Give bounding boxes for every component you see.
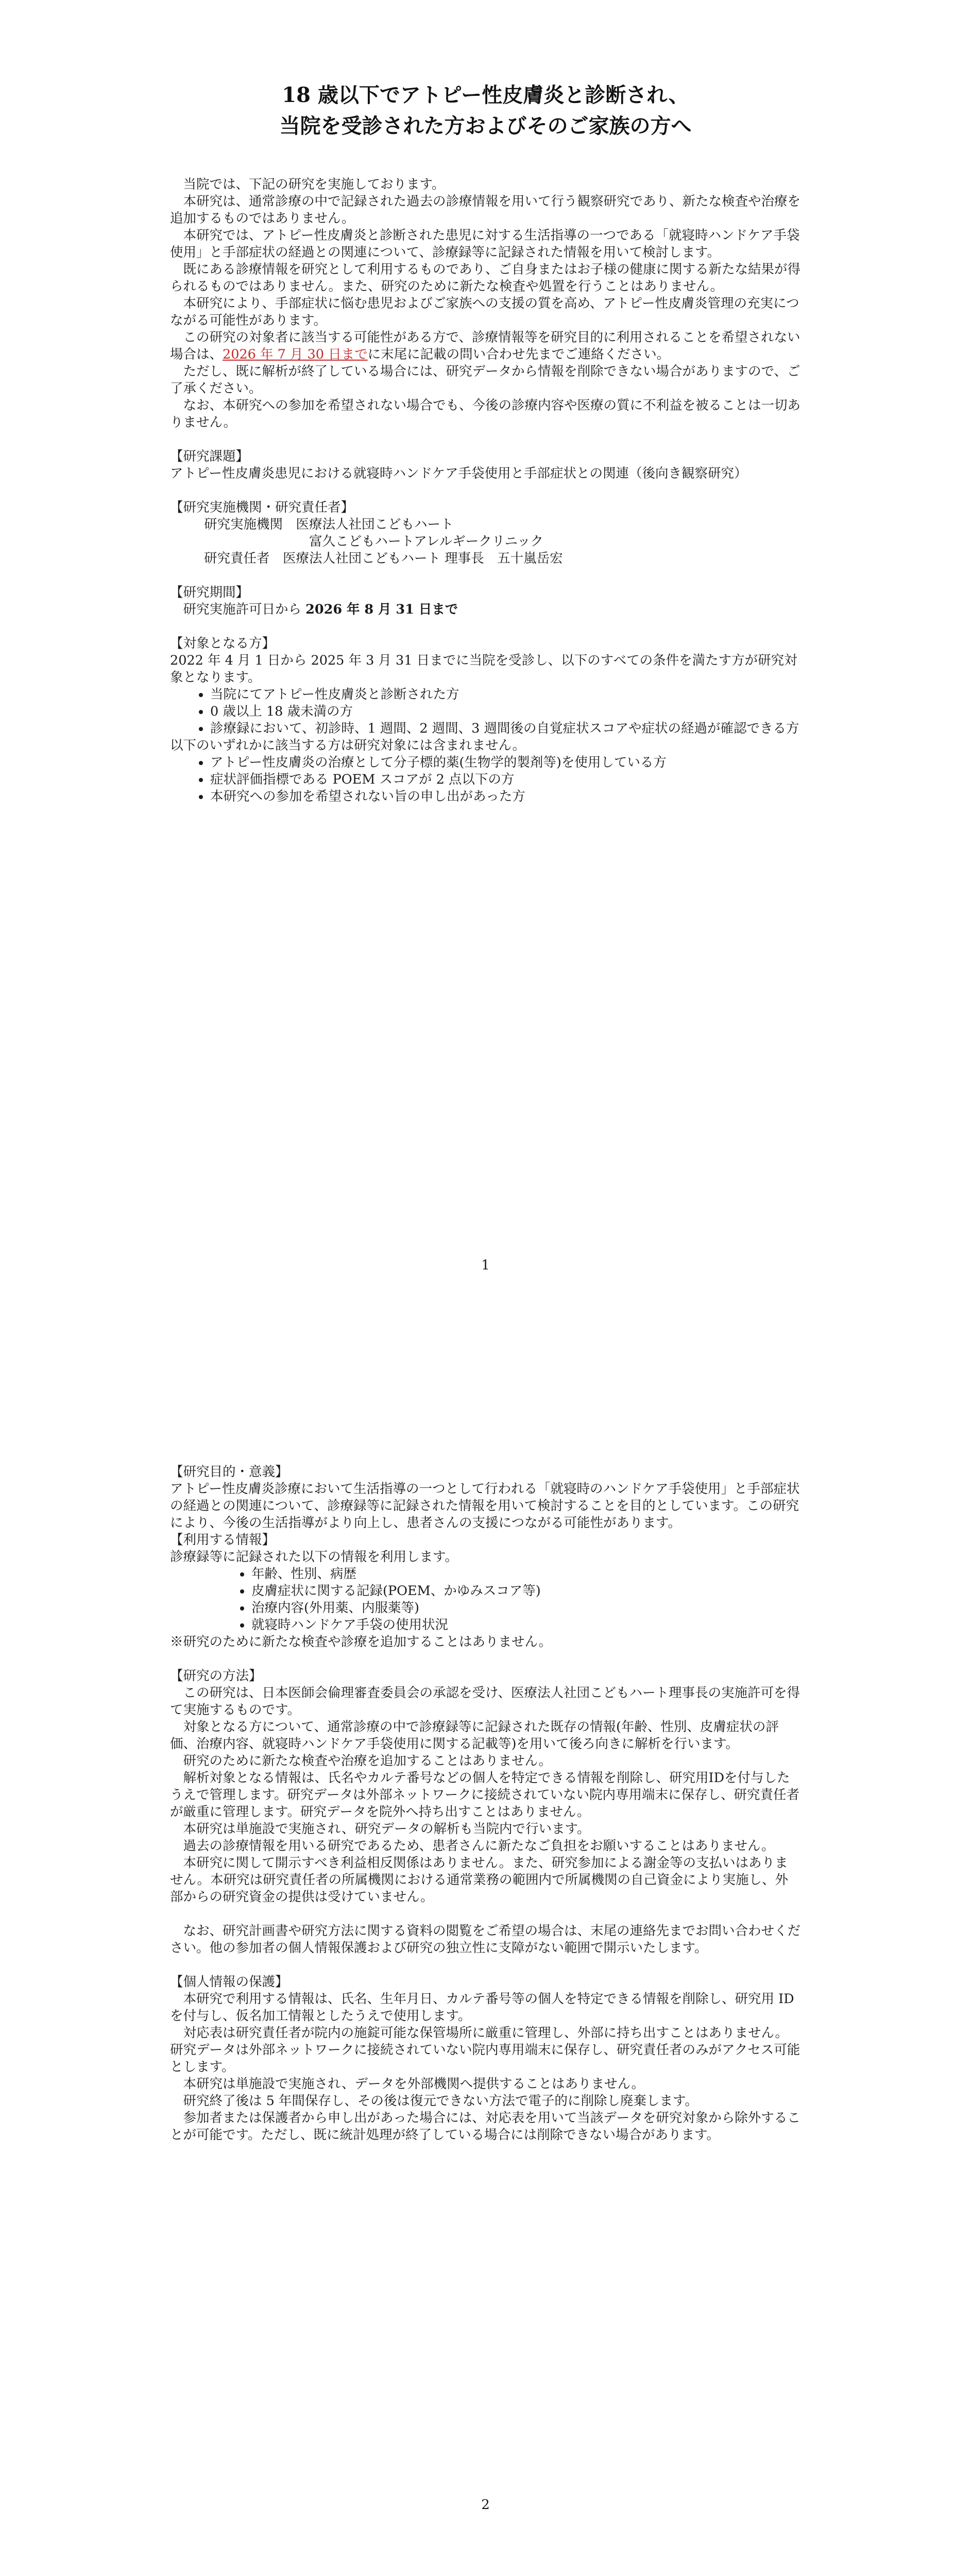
list-item: • 皮膚症状に関する記録(POEM、かゆみスコア等) [251, 1583, 801, 1600]
privacy-paragraph: 本研究で利用する情報は、氏名、生年月日、カルテ番号等の個人を特定できる情報を削除し、研究用 ID を付与し、仮名加工情報としたうえで使用します。 [170, 1991, 794, 2024]
section-heading-org: 【研究実施機関・研究責任者】 [170, 500, 354, 515]
document-title [170, 80, 801, 142]
opt-out-deadline: 2026 年 7 月 30 日まで [223, 347, 368, 362]
research-subject: アトピー性皮膚炎患児における就寝時ハンドケア手袋使用と手部症状との関連（後向き観察研究） [170, 466, 747, 481]
page-number: 2 [481, 2497, 490, 2513]
list-item: • 就寝時ハンドケア手袋の使用状況 [251, 1617, 801, 1634]
period-end-date: 2026 年 8 月 31 日まで [305, 602, 458, 617]
info-list [170, 1566, 801, 1634]
list-item: • 診療録において、初診時、1 週間、2 週間、3 週間後の自覚症状スコアや症状の経過が確認できる方 [210, 720, 801, 737]
list-item: • アトピー性皮膚炎の治療として分子標的薬(生物学的製剤等)を使用している方 [210, 754, 801, 771]
responsible-label: 研究責任者 [204, 551, 270, 566]
opt-out-paragraph [170, 329, 801, 363]
method-paragraph: 研究のために新たな検査や治療を追加することはありません。 [183, 1753, 552, 1769]
opt-out-text: この研究の対象者に該当する可能性がある方で、診療情報等を研究目的に利用されることを希望されない場合は、 [170, 330, 800, 362]
target-lead: 2022 年 4 月 1 日から 2025 年 3 月 31 日までに当院を受診し、以下のすべての条件を満たす方が研究対象となります。 [170, 653, 797, 685]
intro-paragraph: 本研究は、通常診療の中で記録された過去の診療情報を用いて行う観察研究であり、新たな検査や治療を追加するものではありません。 [170, 194, 801, 226]
page-number: 1 [481, 1258, 490, 1273]
responsible-value: 医療法人社団こどもハート 理事長 五十嵐岳宏 [283, 551, 563, 566]
page-2-content [170, 1464, 801, 2144]
section-heading-subject: 【研究課題】 [170, 449, 249, 464]
research-period [170, 601, 801, 618]
info-lead: 診療録等に記録された以下の情報を利用します。 [170, 1549, 458, 1565]
method-paragraph: 対象となる方について、通常診療の中で診療録等に記録された既存の情報(年齢、性別、皮膚症状の評価、治療内容、就寝時ハンドケア手袋使用に関する記載等)を用いて後ろ向きに解析を行います。 [170, 1719, 779, 1752]
section-heading-period: 【研究期間】 [170, 585, 249, 600]
method-paragraph: 本研究は単施設で実施され、研究データの解析も当院内で行います。 [183, 1821, 590, 1837]
closing-paragraph: なお、本研究への参加を希望されない場合でも、今後の診療内容や医療の質に不利益を被ることは一切ありません。 [170, 398, 801, 430]
list-item: • 症状評価指標である POEM スコアが 2 点以下の方 [210, 771, 801, 788]
exclusion-list [170, 754, 801, 805]
intro-paragraph: 本研究では、アトピー性皮膚炎と診断された患児に対する生活指導の一つである「就寝時ハンドケア手袋使用」と手部症状の経過との関連について、診療録等に記録された情報を用いて検討します。 [170, 228, 800, 260]
method-paragraph: この研究は、日本医師会倫理審査委員会の承認を受け、医療法人社団こどもハート理事長の実施許可を得て実施するものです。 [170, 1685, 800, 1718]
institution-value: 医療法人社団こどもハート [296, 517, 454, 532]
section-heading-method: 【研究の方法】 [170, 1668, 262, 1684]
exclusion-lead: 以下のいずれかに該当する方は研究対象には含まれません。 [170, 738, 526, 753]
page-1-content [170, 176, 801, 805]
privacy-paragraph: 本研究は単施設で実施され、データを外部機関へ提供することはありません。 [183, 2076, 645, 2092]
inclusion-list [170, 686, 801, 737]
privacy-paragraph: 参加者または保護者から申し出があった場合には、対応表を用いて当該データを研究対象から除外することが可能です。ただし、既に統計処理が終了している場合には削除できない場合があります。 [170, 2110, 800, 2143]
privacy-paragraph: 対応表は研究責任者が院内の施錠可能な保管場所に厳重に管理し、外部に持ち出すことはありません。研究データは外部ネットワークに接続されていない院内専用端末に保存し、研究責任者のみがアクセス可能とします。 [170, 2025, 800, 2075]
institution-label: 研究実施機関 [204, 517, 283, 532]
title-line-2: 当院を受診された方およびそのご家族の方へ [279, 114, 692, 138]
method-paragraph: 本研究に関して開示すべき利益相反関係はありません。また、研究参加による謝金等の支払いはありません。本研究は研究責任者の所属機関における通常業務の範囲内で所属機関の自己資金により実施し、外部からの研究資金の提供は受けていません。 [170, 1855, 789, 1905]
title-line-1: 18 歳以下でアトピー性皮膚炎と診断され、 [282, 83, 689, 107]
institution-clinic: 富久こどもハートアレルギークリニック [309, 534, 544, 549]
institution-row [170, 516, 801, 533]
method-paragraph: 解析対象となる情報は、氏名やカルテ番号などの個人を特定できる情報を削除し、研究用IDを付与したうえで管理します。研究データは外部ネットワークに接続されていない院内専用端末に保存し、研究責任者が厳重に管理します。研究データを院外へ持ち出すことはありません。 [170, 1770, 799, 1820]
privacy-paragraph: 研究終了後は 5 年間保存し、その後は復元できない方法で電子的に削除し廃棄します。 [183, 2093, 698, 2109]
method-paragraph: 過去の診療情報を用いる研究であるため、患者さんに新たなご負担をお願いすることはありません。 [183, 1838, 775, 1854]
list-item: • 本研究への参加を希望されない旨の申し出があった方 [210, 788, 801, 805]
list-item: • 治療内容(外用薬、内服薬等) [251, 1600, 801, 1617]
section-heading-target: 【対象となる方】 [170, 636, 276, 651]
intro-paragraph: 本研究により、手部症状に悩む患児およびご家族への支援の質を高め、アトピー性皮膚炎管理の充実につながる可能性があります。 [170, 296, 799, 328]
section-heading-purpose: 【研究目的・意義】 [170, 1464, 288, 1480]
page-2 [0, 1374, 971, 2576]
list-item: • 当院にてアトピー性皮膚炎と診断された方 [210, 686, 801, 703]
intro-paragraph: 当院では、下記の研究を実施しております。 [183, 177, 445, 192]
list-item: • 0 歳以上 18 歳未満の方 [210, 703, 801, 720]
list-item: • 年齢、性別、病歴 [251, 1566, 801, 1583]
method-disclosure: なお、研究計画書や研究方法に関する資料の閲覧をご希望の場合は、末尾の連絡先までお問い合わせください。他の参加者の個人情報保護および研究の独立性に支障がない範囲で開示いたします。 [170, 1923, 801, 1956]
purpose-text: アトピー性皮膚炎診療において生活指導の一つとして行われる「就寝時のハンドケア手袋使用」と手部症状の経過との関連について、診療録等に記録された情報を用いて検討することを目的としています。この研究により、今後の生活指導がより向上し、患者さんの支援につながる可能性があります。 [170, 1481, 800, 1531]
intro-paragraph: 既にある診療情報を研究として利用するものであり、ご自身またはお子様の健康に関する新たな結果が得られるものではありません。また、研究のために新たな検査や処置を行うことはありません。 [170, 262, 801, 294]
section-heading-info: 【利用する情報】 [170, 1532, 276, 1548]
period-text: 研究実施許可日から [183, 602, 306, 617]
info-note: ※研究のために新たな検査や診療を追加することはありません。 [170, 1634, 552, 1650]
section-heading-privacy: 【個人情報の保護】 [170, 1974, 288, 1990]
responsible-row [170, 550, 801, 567]
opt-out-text-end: に末尾に記載の問い合わせ先までご連絡ください。 [367, 347, 670, 362]
closing-paragraph: ただし、既に解析が終了している場合には、研究データから情報を削除できない場合がありますので、ご了承ください。 [170, 364, 800, 396]
